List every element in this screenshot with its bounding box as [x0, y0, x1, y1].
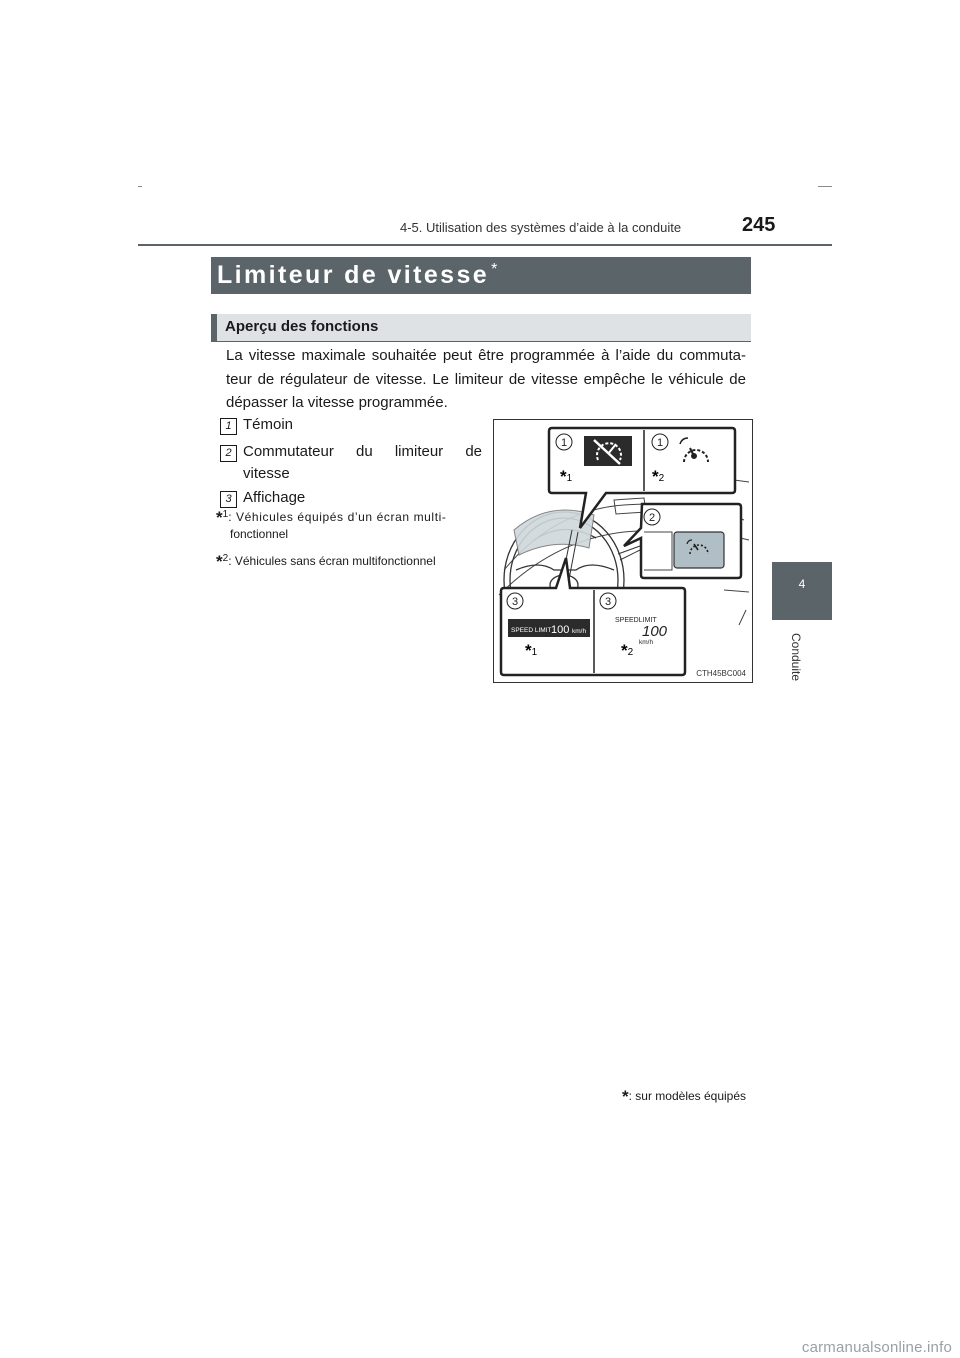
item-label-line1: Commutateur du limiteur de — [243, 443, 482, 460]
title-asterisk: * — [491, 261, 498, 278]
item-label: Affichage — [243, 489, 306, 506]
variant-mark-4: *2 — [621, 641, 634, 660]
header-rule — [138, 244, 832, 246]
section-title-text: Limiteur de vitesse — [217, 261, 490, 289]
item-number-badge: 2 — [220, 445, 237, 462]
subsection-bar — [211, 314, 751, 341]
section-title-bar — [211, 257, 751, 294]
seg-speed-limit-value: 100 — [642, 623, 668, 640]
chapter-number: 4 — [798, 577, 806, 591]
footnote-text-cont: fonctionnel — [230, 527, 289, 541]
footnote-text: : Véhicules équipés d’un écran multi- — [228, 510, 447, 524]
footnote-1 — [216, 507, 482, 542]
footnote-num: 2 — [222, 553, 229, 564]
footnote-num: 1 — [222, 509, 229, 520]
footnote-marker: * — [216, 552, 223, 571]
callout-badge-2-text: 2 — [648, 512, 656, 524]
page-footnote-marker: * — [622, 1087, 629, 1106]
callout-badge-3-text: 3 — [511, 596, 519, 608]
limiter-switch — [674, 532, 724, 568]
chapter-label: Conduite — [789, 632, 804, 682]
mid-speed-limit-unit: km/h — [572, 628, 587, 635]
chapter-tab-label — [790, 632, 804, 682]
mid-speed-limit-label: SPEED LIMIT — [511, 627, 552, 634]
callout-badge-3b-text: 3 — [604, 596, 612, 608]
list-item-2 — [220, 441, 482, 485]
mid-speed-limit-value: 100 — [551, 624, 570, 636]
callout-badge-1b-text: 1 — [656, 437, 664, 449]
page-footnote — [622, 1087, 746, 1107]
intro-paragraph: La vitesse maximale souhaitée peut être programmée à l’aide du commuta-teur de régulateur de vitesse. Le limiteur de vitesse empêche le véhicule de dépasser la vitesse programmée. — [226, 347, 746, 411]
footnote-2 — [216, 551, 436, 570]
switch-callout — [624, 504, 741, 578]
page-number: 245 — [742, 214, 776, 236]
subsection-underline — [211, 341, 751, 342]
crop-mark-right — [818, 186, 832, 187]
mid-indicator-screen — [584, 436, 632, 466]
variant-mark-3: *1 — [525, 641, 538, 660]
crop-mark-left — [138, 186, 142, 187]
item-number-badge: 3 — [220, 491, 237, 508]
watermark: carmanualsonline.info — [801, 1339, 952, 1356]
section-header: 4-5. Utilisation des systèmes d’aide à la conduite — [400, 220, 682, 235]
speed-limiter-figure — [493, 419, 753, 683]
section-title — [217, 261, 497, 290]
item-label-line2: vitesse — [243, 465, 290, 482]
item-number-badge: 1 — [220, 418, 237, 435]
subsection-title: Aperçu des fonctions — [225, 318, 379, 335]
footnote-text: : Véhicules sans écran multifonctionnel — [228, 554, 436, 568]
seg-speed-limit-unit: km/h — [639, 639, 654, 646]
item-label: Témoin — [243, 416, 294, 433]
variant-mark-2: *2 — [652, 467, 665, 486]
seg-speed-limit-label: SPEEDLIMIT — [615, 617, 657, 624]
page-footnote-text: : sur modèles équipés — [628, 1089, 747, 1103]
figure-code: CTH45BC004 — [696, 669, 746, 678]
dashboard-illustration — [494, 420, 752, 682]
chapter-tab — [772, 562, 832, 620]
footnote-marker: * — [216, 508, 223, 527]
variant-mark-1: *1 — [560, 467, 573, 486]
callout-badge-1-text: 1 — [560, 437, 568, 449]
